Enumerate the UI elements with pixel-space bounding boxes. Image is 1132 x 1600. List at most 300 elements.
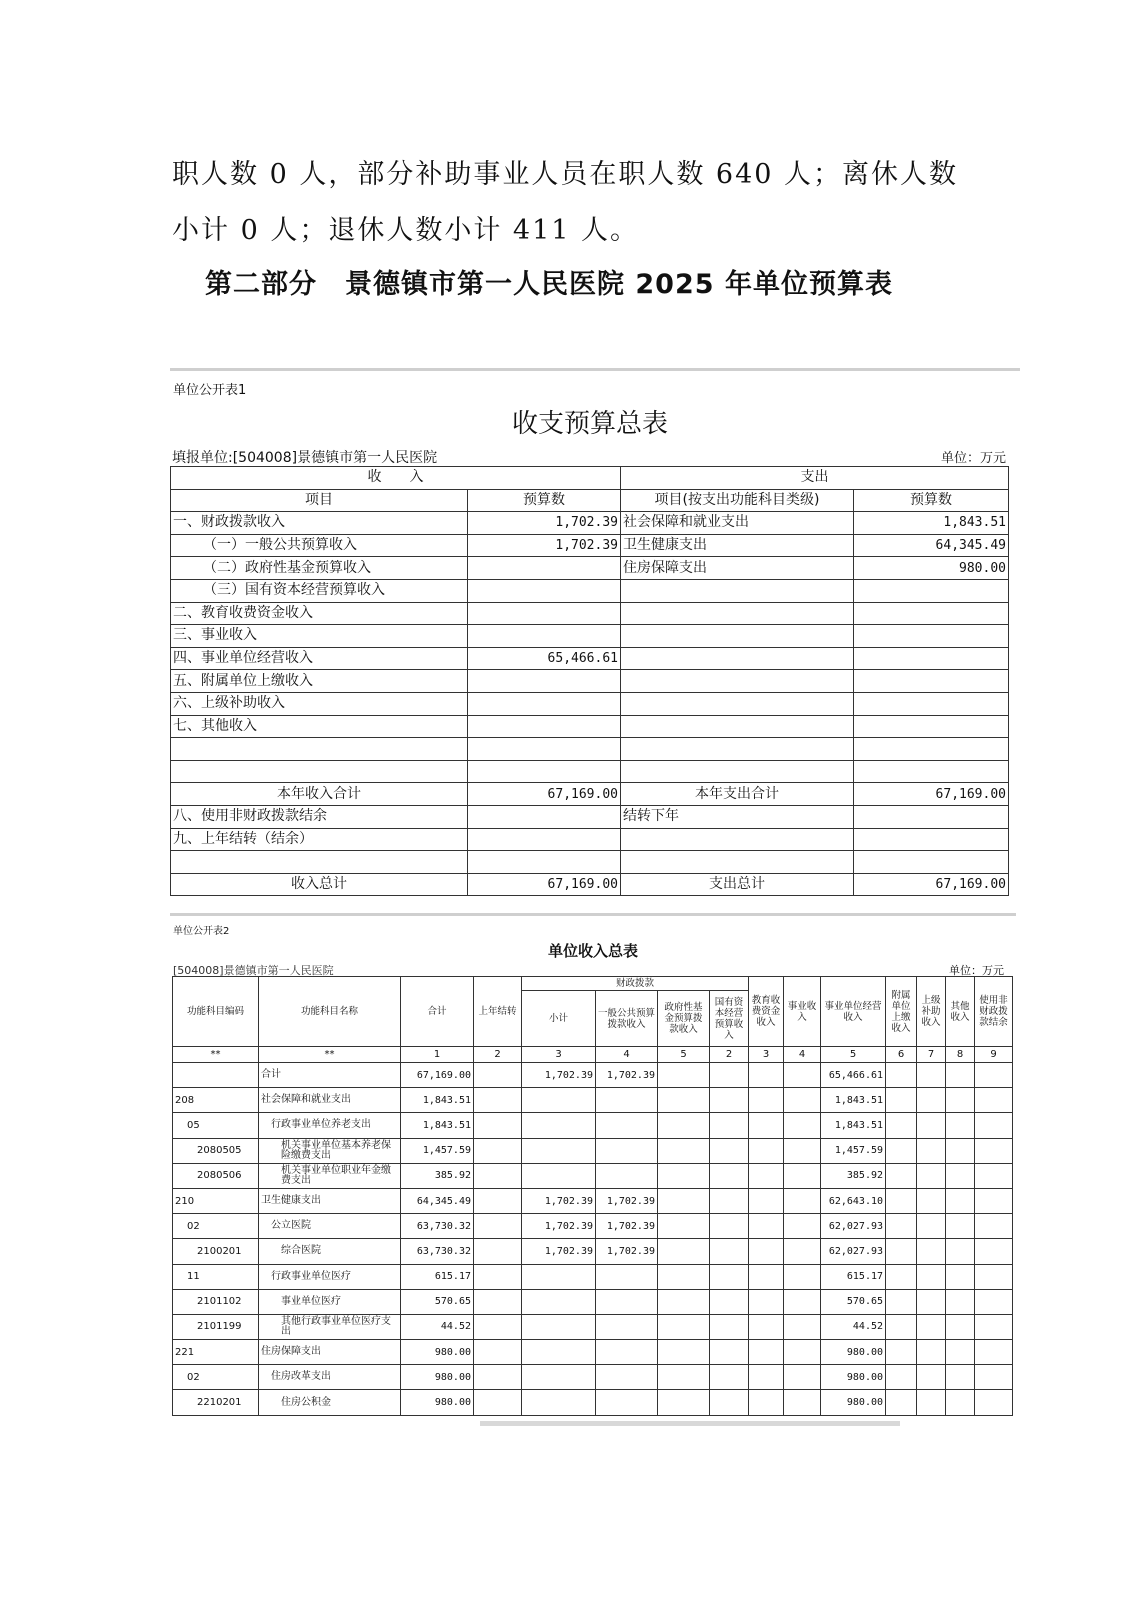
- nonfiscal-cell: [975, 1239, 1013, 1264]
- table-row: [171, 783, 1009, 806]
- table-row: [173, 1239, 1013, 1264]
- income-value-cell: [468, 625, 621, 648]
- total-cell: 63,730.32: [401, 1214, 474, 1239]
- code-cell: 2210201: [173, 1390, 259, 1415]
- hdr-nonfiscal: 使用非财政拨款结余: [975, 977, 1013, 1047]
- expense-value-cell: 67,169.00: [854, 783, 1009, 806]
- nonfiscal-cell: [975, 1138, 1013, 1163]
- edu-fee-cell: [749, 1289, 784, 1314]
- table-row: [171, 647, 1009, 670]
- carry-cell: [474, 1113, 522, 1138]
- table-row: [173, 1340, 1013, 1365]
- expense-item-cell: [621, 692, 854, 715]
- carry-cell: [474, 1314, 522, 1339]
- edu-fee-cell: [749, 1365, 784, 1390]
- nonfiscal-cell: [975, 1340, 1013, 1365]
- nonfiscal-cell: [975, 1365, 1013, 1390]
- income-item-cell: [171, 760, 468, 783]
- header-expense: 支出: [621, 467, 1009, 490]
- total-cell: 615.17: [401, 1264, 474, 1289]
- income-value-cell: 65,466.61: [468, 647, 621, 670]
- affiliated-cell: [886, 1390, 917, 1415]
- index-cell: 6: [886, 1047, 917, 1063]
- general-cell: 1,702.39: [596, 1063, 658, 1088]
- state-capital-cell: [710, 1214, 749, 1239]
- general-cell: [596, 1138, 658, 1163]
- income-item-cell: [171, 851, 468, 874]
- gov-fund-cell: [658, 1289, 710, 1314]
- table-row: [173, 1113, 1013, 1138]
- expense-item-cell: [621, 851, 854, 874]
- superior-cell: [917, 1314, 946, 1339]
- other-cell: [946, 1390, 975, 1415]
- index-cell: 3: [522, 1047, 596, 1063]
- superior-cell: [917, 1289, 946, 1314]
- index-cell: **: [259, 1047, 401, 1063]
- index-cell: 3: [749, 1047, 784, 1063]
- state-capital-cell: [710, 1188, 749, 1213]
- state-capital-cell: [710, 1138, 749, 1163]
- index-cell: 1: [401, 1047, 474, 1063]
- income-item-cell: 九、上年结转（结余）: [171, 828, 468, 851]
- other-cell: [946, 1113, 975, 1138]
- total-cell: 570.65: [401, 1289, 474, 1314]
- edu-fee-cell: [749, 1390, 784, 1415]
- index-row: [173, 1047, 1013, 1063]
- total-cell: 1,457.59: [401, 1138, 474, 1163]
- code-cell: 02: [173, 1214, 259, 1239]
- affiliated-cell: [886, 1063, 917, 1088]
- affiliated-cell: [886, 1163, 917, 1188]
- name-cell: 行政事业单位养老支出: [259, 1113, 401, 1138]
- header-income: 收 入: [171, 467, 621, 490]
- gov-fund-cell: [658, 1365, 710, 1390]
- expense-item-cell: [621, 828, 854, 851]
- subtotal-cell: 1,702.39: [522, 1188, 596, 1213]
- table-row: [171, 873, 1009, 896]
- affiliated-cell: [886, 1214, 917, 1239]
- business-cell: [784, 1113, 821, 1138]
- total-cell: 980.00: [401, 1390, 474, 1415]
- income-item-cell: 六、上级补助收入: [171, 692, 468, 715]
- name-cell: 住房保障支出: [259, 1340, 401, 1365]
- income-value-cell: [468, 557, 621, 580]
- col-item-exp: 项目(按支出功能科目类级): [621, 489, 854, 512]
- expense-value-cell: [854, 625, 1009, 648]
- superior-cell: [917, 1138, 946, 1163]
- expense-value-cell: [854, 670, 1009, 693]
- business-cell: [784, 1063, 821, 1088]
- edu-fee-cell: [749, 1138, 784, 1163]
- other-cell: [946, 1163, 975, 1188]
- unit-label: 单位：万元: [949, 964, 1004, 977]
- business-cell: [784, 1214, 821, 1239]
- table-row: [173, 1264, 1013, 1289]
- edu-fee-cell: [749, 1214, 784, 1239]
- gov-fund-cell: [658, 1188, 710, 1213]
- income-item-cell: 本年收入合计: [171, 783, 468, 806]
- gov-fund-cell: [658, 1063, 710, 1088]
- nonfiscal-cell: [975, 1188, 1013, 1213]
- index-cell: 2: [474, 1047, 522, 1063]
- affiliated-cell: [886, 1365, 917, 1390]
- state-capital-cell: [710, 1264, 749, 1289]
- name-cell: 社会保障和就业支出: [259, 1088, 401, 1113]
- table-row: [171, 534, 1009, 557]
- table-row: [173, 1188, 1013, 1213]
- subtotal-cell: [522, 1088, 596, 1113]
- expense-item-cell: 卫生健康支出: [621, 534, 854, 557]
- business-cell: [784, 1365, 821, 1390]
- code-cell: 02: [173, 1365, 259, 1390]
- affiliated-cell: [886, 1264, 917, 1289]
- total-cell: 980.00: [401, 1365, 474, 1390]
- fill-unit: [504008]景德镇市第一人民医院: [173, 964, 334, 977]
- expense-item-cell: 住房保障支出: [621, 557, 854, 580]
- horizontal-scrollbar[interactable]: [480, 1421, 900, 1426]
- nonfiscal-cell: [975, 1314, 1013, 1339]
- code-cell: 05: [173, 1113, 259, 1138]
- income-value-cell: 1,702.39: [468, 512, 621, 535]
- code-cell: [173, 1063, 259, 1088]
- edu-fee-cell: [749, 1113, 784, 1138]
- index-cell: 4: [784, 1047, 821, 1063]
- other-cell: [946, 1264, 975, 1289]
- code-cell: 2080506: [173, 1163, 259, 1188]
- income-value-cell: [468, 805, 621, 828]
- subtotal-cell: [522, 1163, 596, 1188]
- name-cell: 机关事业单位基本养老保险缴费支出: [259, 1138, 401, 1163]
- general-cell: 1,702.39: [596, 1239, 658, 1264]
- total-cell: 385.92: [401, 1163, 474, 1188]
- table-row: [171, 512, 1009, 535]
- hdr-operating: 事业单位经营收入: [821, 977, 886, 1047]
- index-cell: 5: [821, 1047, 886, 1063]
- subtotal-cell: [522, 1289, 596, 1314]
- nonfiscal-cell: [975, 1289, 1013, 1314]
- table-row: [171, 557, 1009, 580]
- edu-fee-cell: [749, 1188, 784, 1213]
- table-row: [173, 1314, 1013, 1339]
- superior-cell: [917, 1365, 946, 1390]
- state-capital-cell: [710, 1365, 749, 1390]
- other-cell: [946, 1289, 975, 1314]
- total-cell: 44.52: [401, 1314, 474, 1339]
- income-item-cell: [171, 738, 468, 761]
- table-row: [171, 670, 1009, 693]
- general-cell: [596, 1163, 658, 1188]
- business-cell: [784, 1264, 821, 1289]
- nonfiscal-cell: [975, 1163, 1013, 1188]
- superior-cell: [917, 1214, 946, 1239]
- affiliated-cell: [886, 1239, 917, 1264]
- table-row: [171, 602, 1009, 625]
- general-cell: [596, 1113, 658, 1138]
- affiliated-cell: [886, 1289, 917, 1314]
- superior-cell: [917, 1390, 946, 1415]
- edu-fee-cell: [749, 1088, 784, 1113]
- subtotal-cell: [522, 1138, 596, 1163]
- table-row: [171, 760, 1009, 783]
- other-cell: [946, 1063, 975, 1088]
- code-cell: 2080505: [173, 1138, 259, 1163]
- table-row: [173, 1214, 1013, 1239]
- subtotal-cell: 1,702.39: [522, 1063, 596, 1088]
- general-cell: [596, 1365, 658, 1390]
- carry-cell: [474, 1289, 522, 1314]
- name-cell: 公立医院: [259, 1214, 401, 1239]
- index-cell: 9: [975, 1047, 1013, 1063]
- gov-fund-cell: [658, 1163, 710, 1188]
- income-value-cell: [468, 738, 621, 761]
- expense-item-cell: [621, 738, 854, 761]
- expense-value-cell: [854, 602, 1009, 625]
- operating-cell: 570.65: [821, 1289, 886, 1314]
- code-cell: 2101102: [173, 1289, 259, 1314]
- carry-cell: [474, 1365, 522, 1390]
- operating-cell: 980.00: [821, 1340, 886, 1365]
- operating-cell: 1,843.51: [821, 1113, 886, 1138]
- expense-value-cell: [854, 579, 1009, 602]
- operating-cell: 980.00: [821, 1365, 886, 1390]
- col-budget: 预算数: [468, 489, 621, 512]
- general-cell: [596, 1340, 658, 1365]
- carry-cell: [474, 1188, 522, 1213]
- edu-fee-cell: [749, 1163, 784, 1188]
- expense-item-cell: 本年支出合计: [621, 783, 854, 806]
- gov-fund-cell: [658, 1264, 710, 1289]
- carry-cell: [474, 1214, 522, 1239]
- hdr-total: 合计: [401, 977, 474, 1047]
- affiliated-cell: [886, 1088, 917, 1113]
- nonfiscal-cell: [975, 1390, 1013, 1415]
- gov-fund-cell: [658, 1390, 710, 1415]
- table-row: [173, 1163, 1013, 1188]
- table-row: [171, 851, 1009, 874]
- intro-line-2: 小计 0 人；退休人数小计 411 人。: [172, 215, 640, 246]
- hdr-superior: 上级补助收入: [917, 977, 946, 1047]
- hdr-other: 其他收入: [946, 977, 975, 1047]
- hdr-business: 事业收入: [784, 977, 821, 1047]
- nonfiscal-cell: [975, 1264, 1013, 1289]
- income-item-cell: 八、使用非财政拨款结余: [171, 805, 468, 828]
- expense-item-cell: 结转下年: [621, 805, 854, 828]
- business-cell: [784, 1314, 821, 1339]
- general-cell: 1,702.39: [596, 1214, 658, 1239]
- sheet-label: 单位公开表1: [173, 383, 247, 398]
- carry-cell: [474, 1264, 522, 1289]
- income-value-cell: [468, 692, 621, 715]
- expense-value-cell: [854, 851, 1009, 874]
- state-capital-cell: [710, 1314, 749, 1339]
- expense-item-cell: [621, 760, 854, 783]
- expense-item-cell: [621, 647, 854, 670]
- carry-cell: [474, 1390, 522, 1415]
- income-value-cell: [468, 851, 621, 874]
- carry-cell: [474, 1239, 522, 1264]
- operating-cell: 62,027.93: [821, 1239, 886, 1264]
- hdr-state-capital: 国有资本经营预算收入: [710, 991, 749, 1047]
- general-cell: [596, 1289, 658, 1314]
- income-value-cell: [468, 602, 621, 625]
- table-row: [173, 1138, 1013, 1163]
- other-cell: [946, 1340, 975, 1365]
- business-cell: [784, 1239, 821, 1264]
- income-value-cell: 67,169.00: [468, 873, 621, 896]
- other-cell: [946, 1138, 975, 1163]
- superior-cell: [917, 1088, 946, 1113]
- col-item: 项目: [171, 489, 468, 512]
- carry-cell: [474, 1063, 522, 1088]
- gov-fund-cell: [658, 1340, 710, 1365]
- expense-value-cell: [854, 647, 1009, 670]
- total-cell: 1,843.51: [401, 1088, 474, 1113]
- table-row: [173, 1063, 1013, 1088]
- nonfiscal-cell: [975, 1113, 1013, 1138]
- edu-fee-cell: [749, 1340, 784, 1365]
- income-item-cell: 五、附属单位上缴收入: [171, 670, 468, 693]
- income-value-cell: [468, 828, 621, 851]
- state-capital-cell: [710, 1340, 749, 1365]
- operating-cell: 1,457.59: [821, 1138, 886, 1163]
- code-cell: 2100201: [173, 1239, 259, 1264]
- business-cell: [784, 1138, 821, 1163]
- gov-fund-cell: [658, 1314, 710, 1339]
- income-value-cell: [468, 715, 621, 738]
- expense-item-cell: 社会保障和就业支出: [621, 512, 854, 535]
- table-row: [173, 1088, 1013, 1113]
- code-cell: 210: [173, 1188, 259, 1213]
- affiliated-cell: [886, 1188, 917, 1213]
- hdr-general: 一般公共预算拨款收入: [596, 991, 658, 1047]
- hdr-gov-fund: 政府性基金预算拨款收入: [658, 991, 710, 1047]
- table-row: [171, 738, 1009, 761]
- expense-item-cell: [621, 715, 854, 738]
- subtotal-cell: [522, 1113, 596, 1138]
- general-cell: 1,702.39: [596, 1188, 658, 1213]
- operating-cell: 44.52: [821, 1314, 886, 1339]
- name-cell: 综合医院: [259, 1239, 401, 1264]
- expense-value-cell: 1,843.51: [854, 512, 1009, 535]
- gov-fund-cell: [658, 1214, 710, 1239]
- code-cell: 11: [173, 1264, 259, 1289]
- state-capital-cell: [710, 1163, 749, 1188]
- fill-unit: 填报单位:[504008]景德镇市第一人民医院: [172, 450, 438, 466]
- other-cell: [946, 1365, 975, 1390]
- business-cell: [784, 1088, 821, 1113]
- affiliated-cell: [886, 1340, 917, 1365]
- total-cell: 67,169.00: [401, 1063, 474, 1088]
- name-cell: 事业单位医疗: [259, 1289, 401, 1314]
- operating-cell: 615.17: [821, 1264, 886, 1289]
- other-cell: [946, 1188, 975, 1213]
- subtotal-cell: 1,702.39: [522, 1214, 596, 1239]
- nonfiscal-cell: [975, 1063, 1013, 1088]
- expense-item-cell: 支出总计: [621, 873, 854, 896]
- table-row: [173, 1365, 1013, 1390]
- total-cell: 1,843.51: [401, 1113, 474, 1138]
- expense-value-cell: 980.00: [854, 557, 1009, 580]
- nonfiscal-cell: [975, 1088, 1013, 1113]
- carry-cell: [474, 1340, 522, 1365]
- operating-cell: 65,466.61: [821, 1063, 886, 1088]
- superior-cell: [917, 1264, 946, 1289]
- name-cell: 其他行政事业单位医疗支出: [259, 1314, 401, 1339]
- table-row: [173, 1289, 1013, 1314]
- income-item-cell: 四、事业单位经营收入: [171, 647, 468, 670]
- carry-cell: [474, 1138, 522, 1163]
- total-cell: 63,730.32: [401, 1239, 474, 1264]
- superior-cell: [917, 1188, 946, 1213]
- other-cell: [946, 1239, 975, 1264]
- state-capital-cell: [710, 1113, 749, 1138]
- nonfiscal-cell: [975, 1214, 1013, 1239]
- income-summary-sheet: [170, 913, 1016, 1428]
- business-cell: [784, 1340, 821, 1365]
- name-cell: 合计: [259, 1063, 401, 1088]
- table-row: [171, 715, 1009, 738]
- income-item-cell: 二、教育收费资金收入: [171, 602, 468, 625]
- index-cell: 2: [710, 1047, 749, 1063]
- edu-fee-cell: [749, 1264, 784, 1289]
- code-cell: 221: [173, 1340, 259, 1365]
- other-cell: [946, 1088, 975, 1113]
- code-cell: 2101199: [173, 1314, 259, 1339]
- gov-fund-cell: [658, 1138, 710, 1163]
- expense-value-cell: 64,345.49: [854, 534, 1009, 557]
- name-cell: 住房公积金: [259, 1390, 401, 1415]
- hdr-fiscal: 财政拨款: [522, 977, 749, 991]
- gov-fund-cell: [658, 1088, 710, 1113]
- income-item-cell: 收入总计: [171, 873, 468, 896]
- code-cell: 208: [173, 1088, 259, 1113]
- income-value-cell: 67,169.00: [468, 783, 621, 806]
- subtotal-cell: [522, 1264, 596, 1289]
- expense-value-cell: 67,169.00: [854, 873, 1009, 896]
- superior-cell: [917, 1239, 946, 1264]
- income-item-cell: 三、事业收入: [171, 625, 468, 648]
- income-value-cell: 1,702.39: [468, 534, 621, 557]
- expense-value-cell: [854, 805, 1009, 828]
- index-cell: 4: [596, 1047, 658, 1063]
- business-cell: [784, 1289, 821, 1314]
- index-cell: 5: [658, 1047, 710, 1063]
- carry-cell: [474, 1163, 522, 1188]
- expense-value-cell: [854, 760, 1009, 783]
- income-value-cell: [468, 760, 621, 783]
- operating-cell: 385.92: [821, 1163, 886, 1188]
- hdr-affiliated: 附属单位上缴收入: [886, 977, 917, 1047]
- business-cell: [784, 1390, 821, 1415]
- subtotal-cell: [522, 1314, 596, 1339]
- table-row: [171, 828, 1009, 851]
- state-capital-cell: [710, 1390, 749, 1415]
- income-item-cell: 一、财政拨款收入: [171, 512, 468, 535]
- superior-cell: [917, 1340, 946, 1365]
- superior-cell: [917, 1163, 946, 1188]
- expense-value-cell: [854, 738, 1009, 761]
- hdr-code: 功能科目编码: [173, 977, 259, 1047]
- edu-fee-cell: [749, 1314, 784, 1339]
- affiliated-cell: [886, 1113, 917, 1138]
- subtotal-cell: [522, 1340, 596, 1365]
- index-cell: 7: [917, 1047, 946, 1063]
- subtotal-cell: 1,702.39: [522, 1239, 596, 1264]
- expense-value-cell: [854, 715, 1009, 738]
- subtotal-cell: [522, 1365, 596, 1390]
- edu-fee-cell: [749, 1063, 784, 1088]
- business-cell: [784, 1188, 821, 1213]
